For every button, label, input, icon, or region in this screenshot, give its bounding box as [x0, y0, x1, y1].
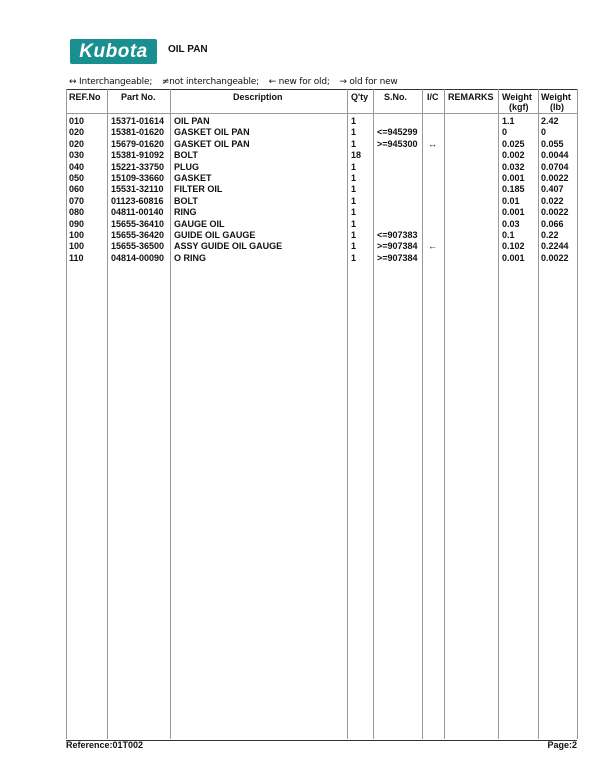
header-weight-kgf-line2: (kgf) — [509, 102, 529, 112]
cell-lb: 0.066 — [541, 218, 564, 229]
header-weight-kgf — [502, 92, 532, 112]
cell-lb: 0.022 — [541, 195, 564, 206]
cell-kgf: 0.025 — [502, 138, 525, 149]
cell-sno: <=945299 — [377, 127, 418, 138]
cell-part: 15371-01614 — [111, 116, 165, 126]
cell-part: 15655-36410 — [111, 218, 165, 229]
cell-kgf: 0.102 — [502, 241, 525, 252]
logo-text: Kubota — [79, 41, 148, 62]
cell-qty: 1 — [351, 116, 357, 126]
cell-part: 04814-00090 — [111, 252, 165, 263]
cell-lb: 0.407 — [541, 184, 564, 195]
cell-ref: 010 — [69, 116, 85, 126]
cell-ref: 020 — [69, 138, 85, 149]
cell-ic: ← — [428, 241, 437, 252]
cell-lb: 0.0022 — [541, 173, 569, 183]
cell-lb: 0 — [541, 127, 547, 138]
cell-kgf: 0.185 — [502, 184, 525, 195]
cell-desc: PLUG — [174, 161, 200, 172]
col-divider — [444, 89, 445, 739]
cell-part: 04811-00140 — [111, 207, 164, 218]
cell-ic: ↔ — [428, 138, 437, 149]
cell-ref: 100 — [69, 241, 85, 252]
cell-part: 15655-36420 — [111, 230, 165, 240]
cell-qty: 1 — [351, 138, 357, 149]
cell-qty: 18 — [351, 150, 362, 161]
cell-qty: 1 — [351, 218, 357, 229]
legend — [69, 77, 405, 87]
cell-lb: 0.0044 — [541, 150, 569, 161]
cell-lb: 0.0704 — [541, 161, 569, 172]
cell-part: 15381-01620 — [111, 127, 165, 138]
cell-kgf: 0.03 — [502, 218, 520, 229]
header-description: Description — [233, 92, 283, 102]
cell-desc: OIL PAN — [174, 116, 210, 126]
header-ic: I/C — [427, 92, 439, 102]
cell-ref: 100 — [69, 230, 85, 240]
cell-desc: BOLT — [174, 150, 198, 161]
cell-part: 15531-32110 — [111, 184, 164, 195]
cell-qty: 1 — [351, 241, 357, 252]
cell-kgf: 0.001 — [502, 207, 525, 218]
cell-sno: >=945300 — [377, 138, 418, 149]
cell-ref: 030 — [69, 150, 85, 161]
cell-ref: 080 — [69, 207, 85, 218]
header-weight-lb-line1: Weight — [541, 92, 571, 102]
cell-part: 01123-60816 — [111, 195, 164, 206]
legend-new-for-old: ← new for old; — [268, 77, 330, 87]
cell-lb: 0.2244 — [541, 241, 569, 252]
cell-ref: 090 — [69, 218, 85, 229]
footer-reference: Reference:01T002 — [66, 740, 144, 750]
cell-kgf: 0.1 — [502, 230, 515, 240]
cell-ref: 070 — [69, 195, 85, 206]
cell-qty: 1 — [351, 184, 357, 195]
legend-not-interchangeable: ≠not interchangeable; — [161, 77, 259, 87]
col-divider — [538, 89, 539, 739]
cell-desc: O RING — [174, 252, 207, 263]
kubota-logo — [70, 39, 157, 64]
header-qty: Q'ty — [351, 92, 369, 102]
header-ref-no: REF.No — [69, 92, 101, 102]
col-divider — [498, 89, 499, 739]
footer-page: Page:2 — [547, 740, 577, 750]
cell-sno: >=907384 — [377, 241, 418, 252]
cell-part: 15109-33660 — [111, 173, 165, 183]
col-divider — [347, 89, 348, 739]
col-divider — [422, 89, 423, 739]
cell-kgf: 0.001 — [502, 173, 525, 183]
cell-kgf: 0.032 — [502, 161, 525, 172]
cell-part: 15679-01620 — [111, 138, 165, 149]
header-sno: S.No. — [384, 92, 408, 102]
legend-interchangeable: ↔ Interchangeable; — [69, 77, 153, 87]
cell-part: 15655-36500 — [111, 241, 165, 252]
cell-lb: 0.055 — [541, 138, 564, 149]
cell-kgf: 0.002 — [502, 150, 525, 161]
cell-part: 15221-33750 — [111, 161, 165, 172]
header-weight-lb-line2: (lb) — [550, 102, 564, 112]
header-divider — [66, 113, 577, 114]
cell-qty: 1 — [351, 207, 357, 218]
cell-desc: FILTER OIL — [174, 184, 223, 195]
cell-kgf: 0 — [502, 127, 508, 138]
cell-ref: 050 — [69, 173, 85, 183]
cell-qty: 1 — [351, 230, 357, 240]
cell-kgf: 1.1 — [502, 116, 515, 126]
cell-ref: 060 — [69, 184, 85, 195]
cell-qty: 1 — [351, 252, 357, 263]
cell-desc: GUIDE OIL GAUGE — [174, 230, 256, 240]
cell-desc: GAUGE OIL — [174, 218, 225, 229]
header-remarks: REMARKS — [448, 92, 494, 102]
page-title: OIL PAN — [168, 44, 208, 55]
cell-lb: 2.42 — [541, 116, 559, 126]
cell-sno: >=907384 — [377, 252, 418, 263]
header-weight-kgf-line1: Weight — [502, 92, 532, 102]
cell-lb: 0.0022 — [541, 207, 569, 218]
col-divider — [170, 89, 171, 739]
cell-qty: 1 — [351, 127, 357, 138]
cell-ref: 040 — [69, 161, 85, 172]
cell-desc: GASKET OIL PAN — [174, 138, 250, 149]
col-divider — [577, 89, 578, 739]
cell-desc: BOLT — [174, 195, 198, 206]
header-part-no: Part No. — [121, 92, 156, 102]
cell-desc: ASSY GUIDE OIL GAUGE — [174, 241, 283, 252]
col-divider — [66, 89, 67, 739]
legend-old-for-new: → old for new — [339, 77, 398, 87]
col-divider — [373, 89, 374, 739]
cell-desc: GASKET — [174, 173, 212, 183]
cell-desc: RING — [174, 207, 197, 218]
cell-desc: GASKET OIL PAN — [174, 127, 250, 138]
cell-qty: 1 — [351, 195, 357, 206]
cell-lb: 0.0022 — [541, 252, 569, 263]
cell-qty: 1 — [351, 173, 357, 183]
cell-sno: <=907383 — [377, 230, 418, 240]
cell-qty: 1 — [351, 161, 357, 172]
cell-lb: 0.22 — [541, 230, 559, 240]
header-weight-lb — [541, 92, 571, 112]
cell-ref: 020 — [69, 127, 85, 138]
cell-part: 15381-91092 — [111, 150, 165, 161]
cell-kgf: 0.01 — [502, 195, 520, 206]
col-divider — [107, 89, 108, 739]
cell-kgf: 0.001 — [502, 252, 525, 263]
cell-ref: 110 — [69, 252, 84, 263]
